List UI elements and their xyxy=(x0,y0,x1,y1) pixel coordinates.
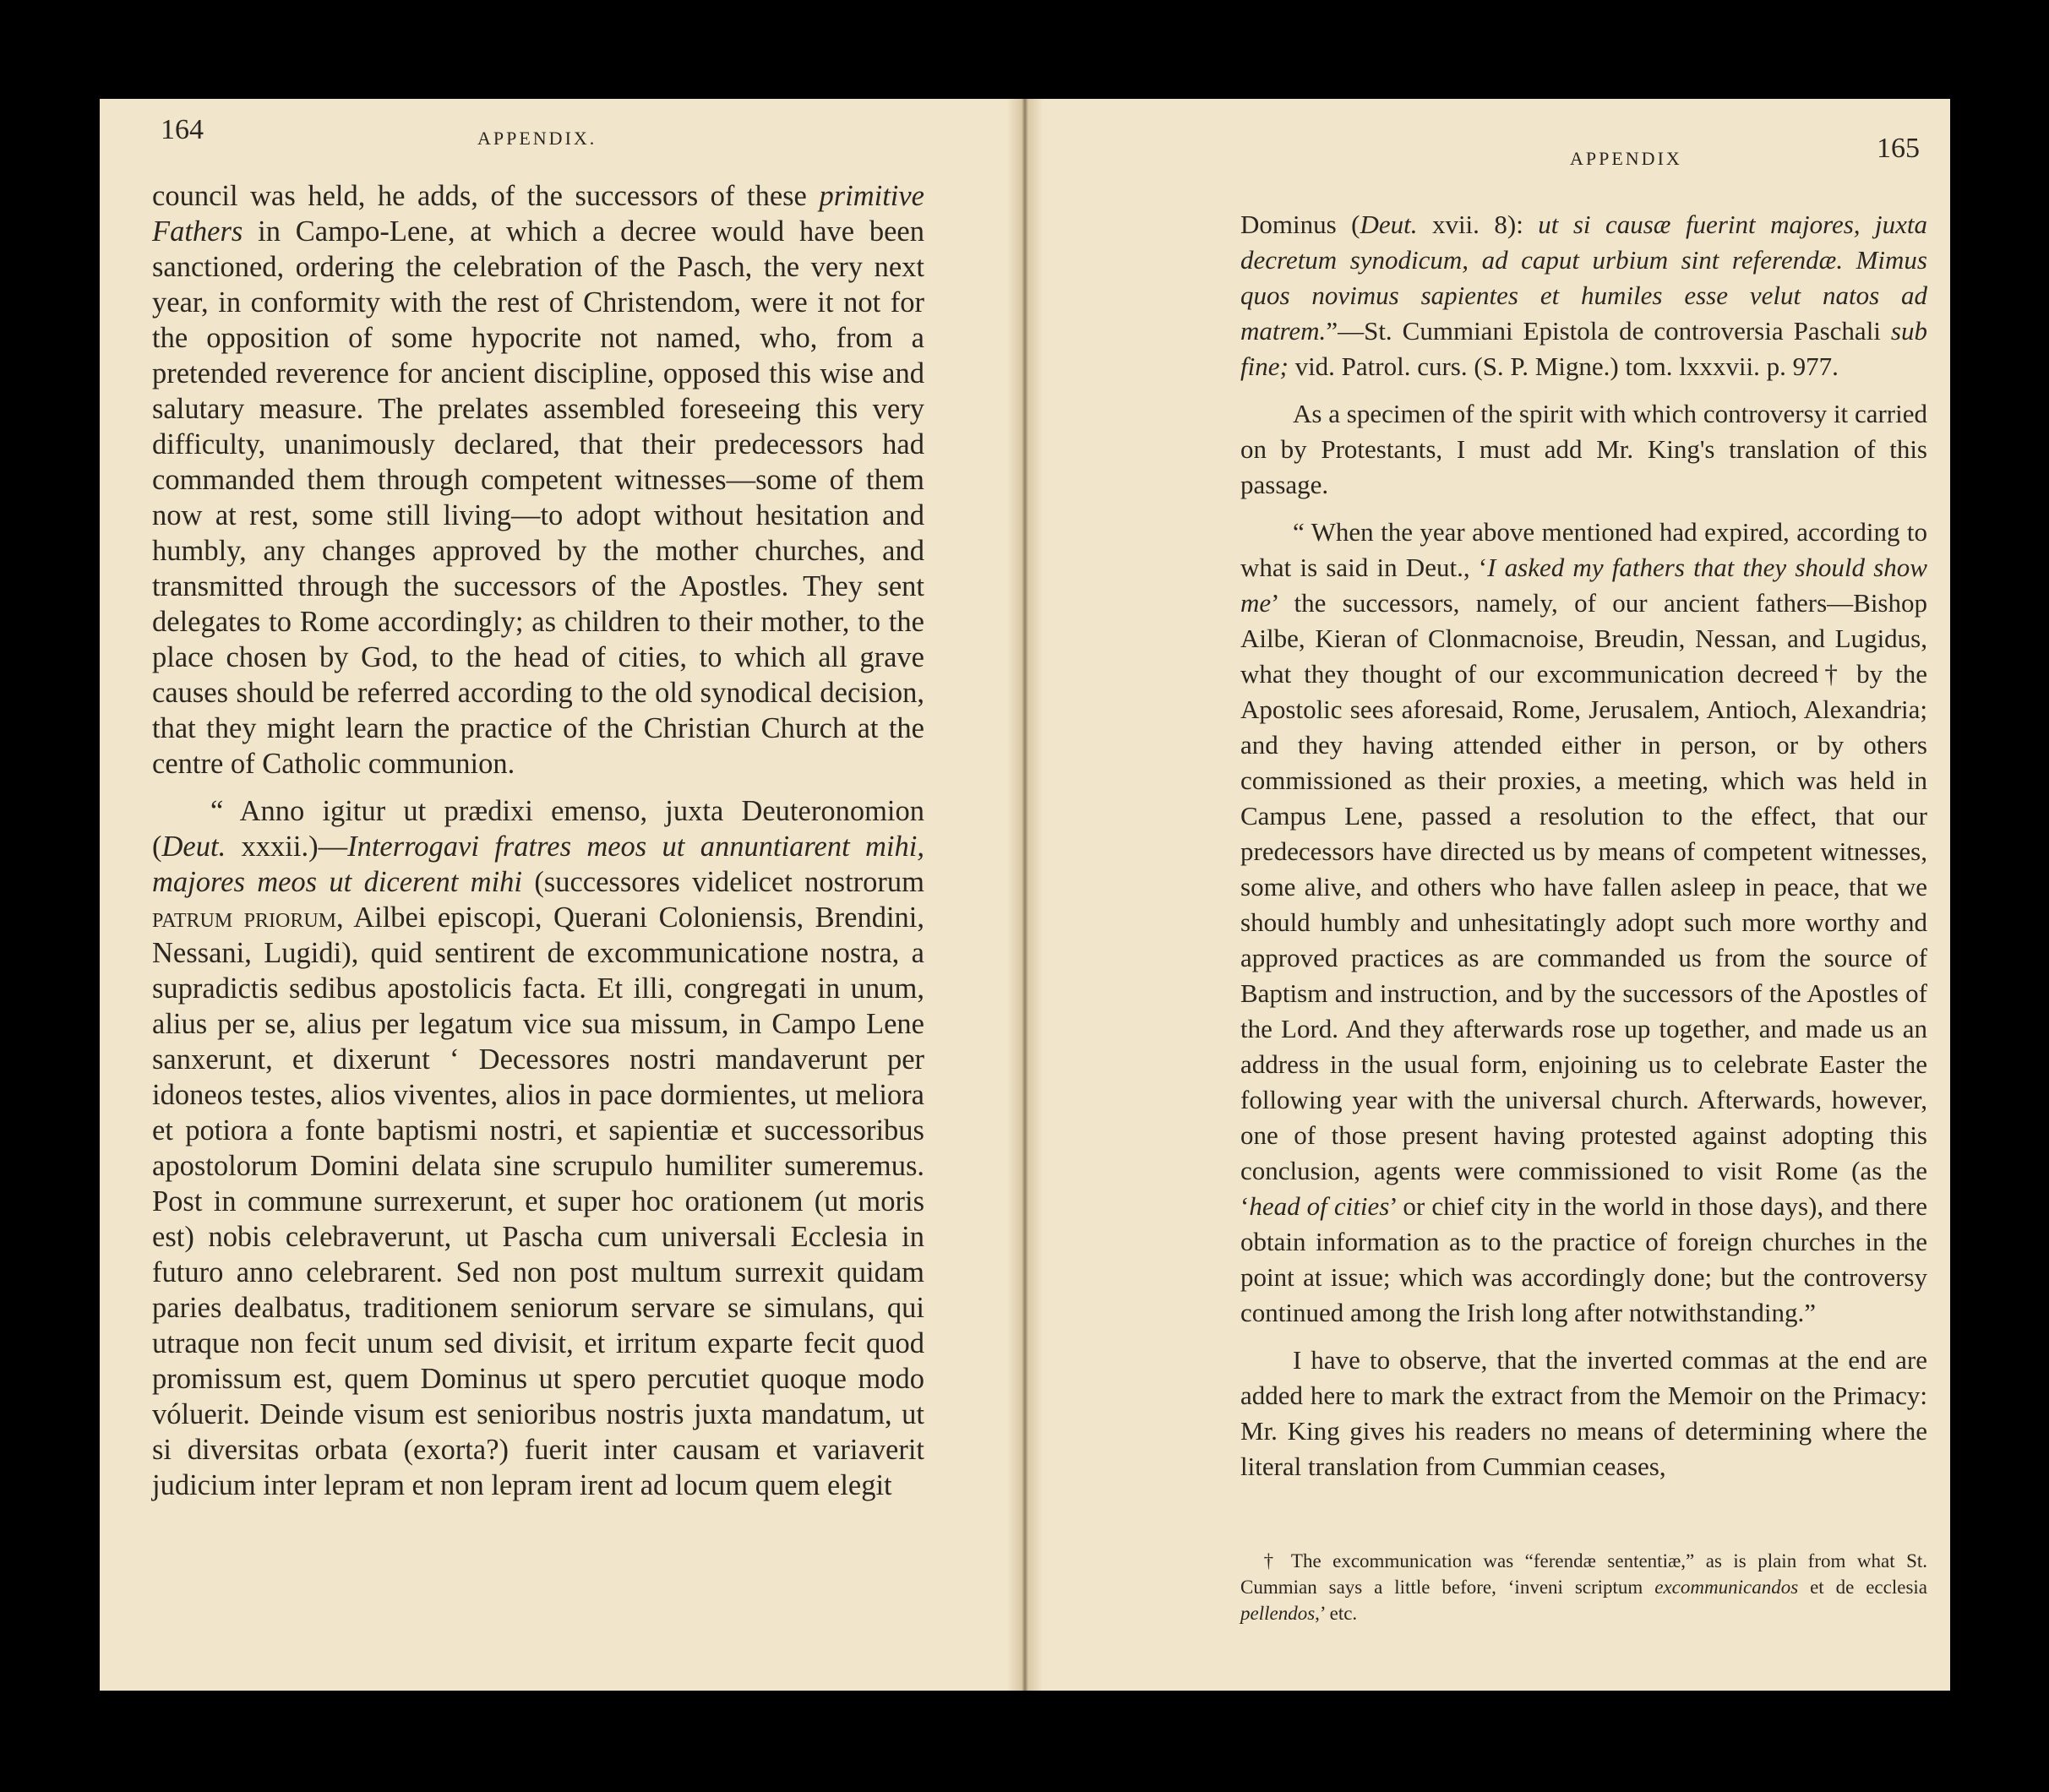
right-page xyxy=(1042,99,1950,1691)
running-head: APPENDIX xyxy=(1570,148,1682,169)
paragraph: Dominus (Deut. xvii. 8): ut si causæ fuerint majores, juxta decretum synodicum, ad caput urbium sint referendæ. Mimus quos novimus sapientes et humiles esse velut natos ad matrem.”—St. Cummiani Epistola de controversia Paschali sub fine; vid. Patrol. curs. (S. P. Migne.) tom. lxxxvii. p. 977. xyxy=(1240,210,1927,381)
latin-quotation: “ Anno igitur ut prædixi emenso, juxta Deuteronomion (Deut. xxxii.)—Interrogavi fratres meos ut annuntiarent mihi, majores meos ut dicerent mihi (successores videlicet nostrorum patrum priorum, Ailbei episcopi, Querani Coloniensis, Brendini, Nessani, Lugidi), quid sentirent de excommunicatione nostra, a supradictis sedibus apostolicis facta. Et illi, congregati in unum, alius per se, alius per legatum vice sua missum, in Campo Lene sanxerunt, et dixerunt ‘ Decessores nostri mandaverunt per idoneos testes, alios viventes, alios in pace dormientes, ut meliora et potiora a fonte baptismi nostri, et sapientiæ et successoribus apostolorum Domini delata sine scrupulo humiliter sumeremus. Post in commune surrexerunt, et super hoc orationem (ut moris est) nobis celebraverunt, ut Pascha cum universali Ecclesia in futuro anno celebrarent. Sed non post multum surrexit quidam paries dealbatus, traditionem seniorum servare se simulans, qui utraque non fecit unum sed divisit, et irritum exparte fecit quod promissum est, quem Dominus ut spero percutiet quoque modo vóluerit. Deinde visum est senioribus nostris juxta mandatum, ut si diversitas orbata (exorta?) fuerit inter causam et variaverit judicium inter lepram et non lepram irent ad locum quem elegit xyxy=(152,795,924,1501)
paragraph: As a specimen of the spirit with which controversy it carried on by Protestants, I must add Mr. King's translation of this passage. xyxy=(1240,399,1927,499)
page-number: 165 xyxy=(1877,133,1920,164)
running-head: APPENDIX. xyxy=(477,128,597,149)
left-page xyxy=(100,99,1008,1691)
paragraph: council was held, he adds, of the successors of these primitive Fathers in Campo-Lene, at which a decree would have been sanctioned, ordering the celebration of the Pasch, the very next year, in conformity with the rest of Christendom, were it not for the opposition of some hypocrite not named, who, from a pretended reverence for ancient discipline, opposed this wise and salutary measure. The prelates assembled foreseeing this very difficulty, unanimously declared, that their predecessors had commanded them through competent witnesses—some of them now at rest, some still living—to adopt without hesitation and humbly, any changes approved by the mother churches, and transmitted through the successors of the Apostles. They sent delegates to Rome accordingly; as children to their mother, to the place chosen by God, to the head of cities, to which all grave causes should be referred according to the old synodical decision, that they might learn the practice of the Christian Church at the centre of Catholic communion. xyxy=(152,180,924,780)
page-number: 164 xyxy=(161,114,204,145)
body-text xyxy=(1240,207,1927,1484)
footnote: † The excommunication was “ferendæ sententiæ,” as is plain from what St. Cummian says a little before, ‘inveni scriptum excommunicandos et de ecclesia pellendos,’ etc. xyxy=(1240,1550,1927,1624)
book-gutter xyxy=(1008,99,1042,1691)
paragraph: I have to observe, that the inverted commas at the end are added here to mark the extract from the Memoir on the Primacy: Mr. King gives his readers no means of determining where the literal translation from Cummian ceases, xyxy=(1240,1345,1927,1481)
body-text xyxy=(152,178,924,1503)
translation-quotation: “ When the year above mentioned had expired, according to what is said in Deut., ‘I asked my fathers that they should show me’ the successors, namely, of our ancient fathers—Bishop Ailbe, Kieran of Clonmacnoise, Breudin, Nessan, and Lugidus, what they thought of our excommunication decreed† by the Apostolic sees aforesaid, Rome, Jerusalem, Antioch, Alexandria; and they having attended either in person, or by others commissioned as their proxies, a meeting, which was held in Campus Lene, passed a resolution to the effect, that our predecessors have directed us by means of competent witnesses, some alive, and others who have fallen asleep in peace, that we should humbly and unhesitatingly adopt such more worthy and approved practices as are commanded us from the source of Baptism and instruction, and by the successors of the Apostles of the Lord. And they afterwards rose up together, and made us an address in the usual form, enjoining us to celebrate Easter the following year with the universal church. Afterwards, however, one of those present having protested against adopting this conclusion, agents were commissioned to visit Rome (as the ‘head of cities’ or chief city in the world in those days), and there obtain information as to the practice of foreign churches in the point at issue; which was accordingly done; but the controversy continued among the Irish long after notwithstanding.” xyxy=(1240,517,1927,1327)
open-book xyxy=(100,99,1950,1691)
